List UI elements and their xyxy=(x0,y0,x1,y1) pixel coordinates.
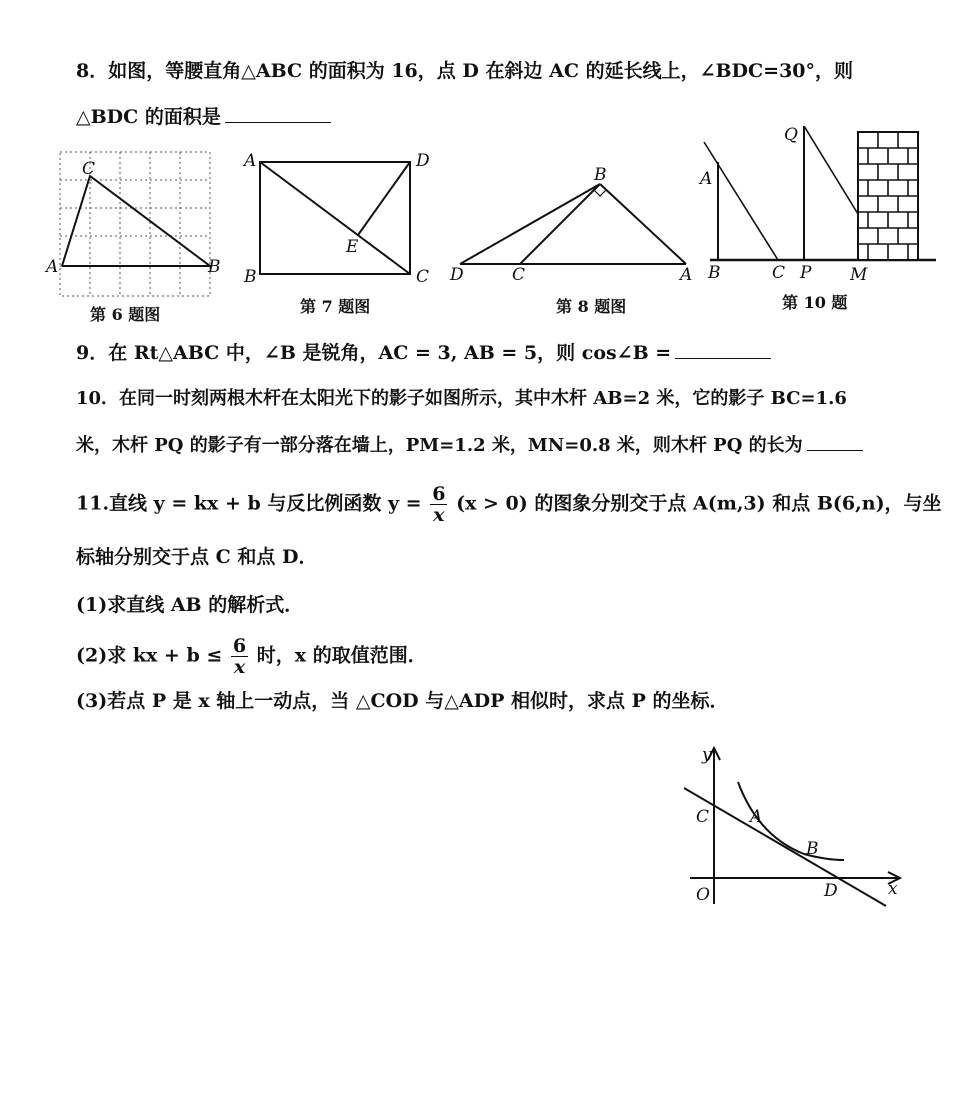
fig7-label-C: C xyxy=(416,267,430,287)
q9-text: 9．在 Rt△ABC 中，∠B 是锐角，AC = 3, AB = 5，则 cos∠B = xyxy=(76,342,672,364)
fig6-label-B: B xyxy=(208,257,221,277)
q10-line2 xyxy=(76,430,863,461)
q11-part2-b: 时，x 的取值范围． xyxy=(256,644,427,667)
graph-label-C: C xyxy=(696,807,710,827)
fig7-caption: 第 7 题图 xyxy=(300,297,371,316)
q8-line2 xyxy=(76,102,331,132)
fig8-label-D: D xyxy=(450,265,464,285)
fig7-label-A: A xyxy=(244,151,257,171)
fig7-label-E: E xyxy=(346,237,359,257)
figure-8 xyxy=(448,160,698,288)
q8-answer-blank[interactable] xyxy=(225,102,331,123)
fig10-label-P: P xyxy=(800,263,812,283)
q11-part2-num: 6 xyxy=(232,635,247,657)
fig10-label-C: C xyxy=(772,263,786,283)
q11-fraction-den: x xyxy=(433,504,445,526)
graph-label-O: O xyxy=(696,885,710,905)
q8-line1: 8．如图，等腰直角△ABC 的面积为 16，点 D 在斜边 AC 的延长线上，∠BDC=30°，则 xyxy=(76,60,854,82)
fig6-triangle xyxy=(62,176,210,266)
figure-6 xyxy=(42,148,222,300)
q9-line xyxy=(76,338,771,368)
fig10-label-B: B xyxy=(708,263,721,283)
q11-stem-a: 11.直线 y = kx + b 与反比例函数 y = xyxy=(76,492,422,515)
fig10-sunray-2 xyxy=(804,126,858,214)
figure-10 xyxy=(696,120,946,286)
fig6-caption: 第 6 题图 xyxy=(90,305,161,324)
fig10-label-A: A xyxy=(700,169,713,189)
q11-fraction-num: 6 xyxy=(432,483,446,505)
fig8-label-C: C xyxy=(512,265,526,285)
graph-label-B: B xyxy=(806,839,819,859)
fig10-label-Q: Q xyxy=(784,125,798,145)
fig8-label-B: B xyxy=(594,165,607,185)
fig10-brick-wall xyxy=(858,132,918,260)
q11-part2-den: x xyxy=(233,656,246,678)
fig10-caption: 第 10 题 xyxy=(782,293,848,312)
graph-label-D: D xyxy=(824,881,838,901)
q8-line2-text: △BDC 的面积是 xyxy=(76,106,221,128)
fig8-caption: 第 8 题图 xyxy=(556,297,627,316)
fig7-segment-DE xyxy=(358,162,410,235)
q11-stem-b: (x > 0) 的图象分别交于点 A(m,3) 和点 B(6,n)，与坐 xyxy=(456,492,942,515)
graph-label-A: A xyxy=(750,807,763,827)
q10-line1: 10．在同一时刻两根木杆在太阳光下的影子如图所示，其中木杆 AB=2 米，它的影子 BC=1.6 xyxy=(76,388,847,409)
graph-label-y: y xyxy=(702,745,712,765)
q9-answer-blank[interactable] xyxy=(675,338,771,359)
fig7-label-D: D xyxy=(416,151,430,171)
fig8-segment-AB xyxy=(600,184,686,264)
fig7-label-B: B xyxy=(244,267,257,287)
fig10-label-M: M xyxy=(850,265,868,285)
fig10-sunray-1 xyxy=(704,142,778,260)
q11-fraction xyxy=(430,484,447,525)
q10-line2-text: 米，木杆 PQ 的影子有一部分落在墙上，PM=1.2 米，MN=0.8 米，则木杆 PQ 的长为 xyxy=(76,435,803,456)
q11-part3: (3)若点 P 是 x 轴上一动点，当 △COD 与△ADP 相似时，求点 P 的坐标． xyxy=(76,690,729,712)
q11-part1: (1)求直线 AB 的解析式． xyxy=(76,594,304,616)
fig8-segment-DB xyxy=(460,184,600,264)
q11-part2 xyxy=(76,636,427,677)
q11-stem-line1 xyxy=(76,484,942,525)
graph-label-x: x xyxy=(888,879,898,899)
figure-7 xyxy=(240,148,440,290)
fig7-diagonal-AC xyxy=(260,162,410,274)
fig6-label-A: A xyxy=(46,257,59,277)
fig8-label-A: A xyxy=(680,265,693,285)
fig8-right-angle-mark xyxy=(594,190,606,196)
q11-part2-fraction xyxy=(231,636,248,677)
q11-part2-a: (2)求 kx + b ≤ xyxy=(76,644,223,667)
q10-answer-blank[interactable] xyxy=(807,430,863,451)
q11-stem-line2: 标轴分别交于点 C 和点 D． xyxy=(76,546,318,568)
q11-graph xyxy=(676,740,916,910)
fig6-label-C: C xyxy=(82,159,96,179)
